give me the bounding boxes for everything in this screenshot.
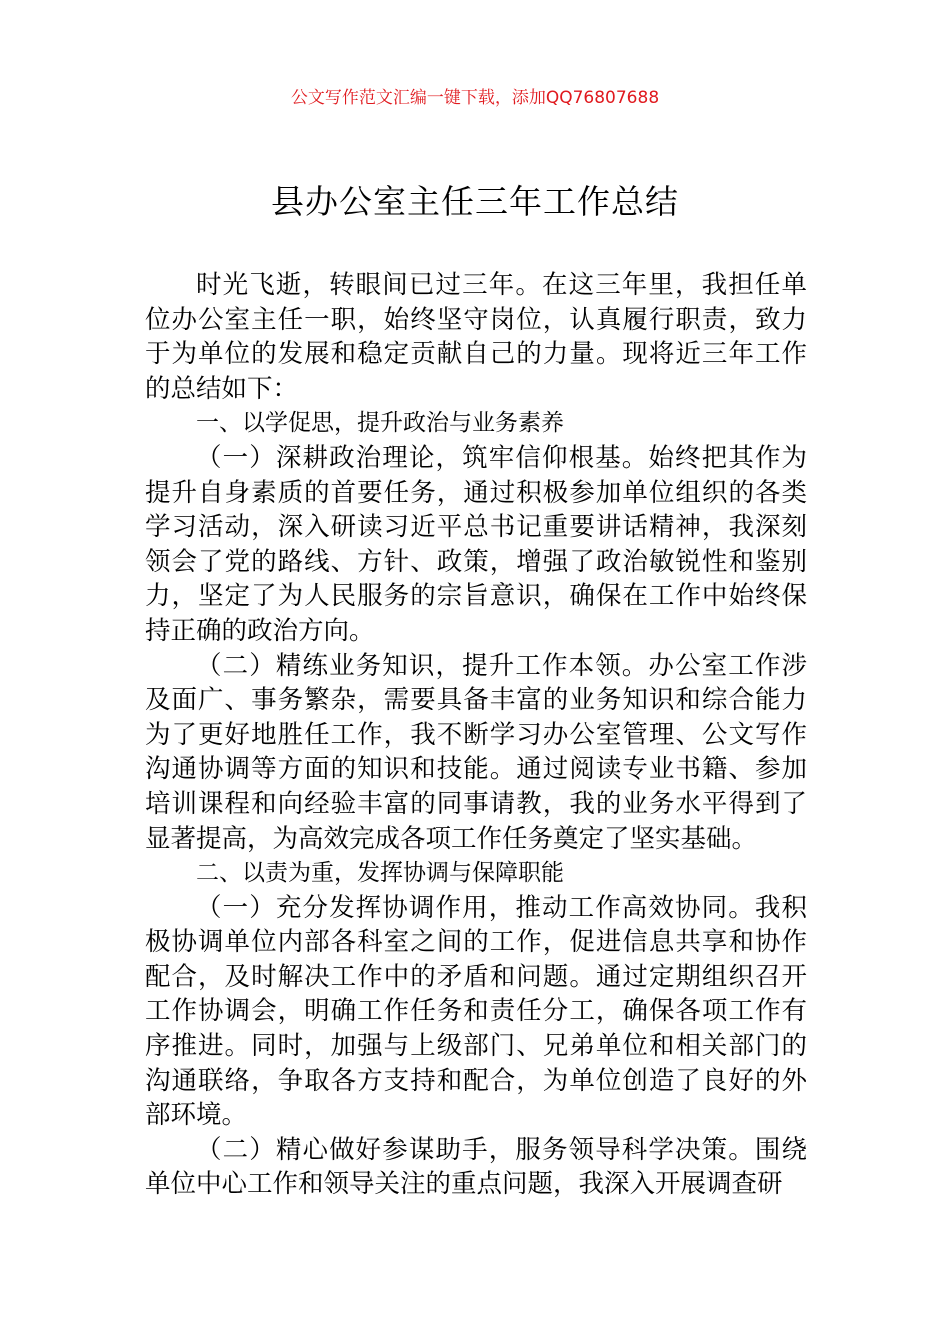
section-2-item-1: （一）充分发挥协调作用，推动工作高效协同。我积极协调单位内部各科室之间的工作，促进信息共享和协作配合，及时解决工作中的矛盾和问题。通过定期组织召开工作协调会，明确工作任务和责任分工，确保各项工作有序推进。同时，加强与上级部门、兄弟单位和相关部门的沟通联络，争取各方支持和配合，为单位创造了良好的外部环境。 xyxy=(145,892,807,1131)
section-1-item-1: （一）深耕政治理论，筑牢信仰根基。始终把其作为提升自身素质的首要任务，通过积极参加单位组织的各类学习活动，深入研读习近平总书记重要讲话精神，我深刻领会了党的路线、方针、政策，增强了政治敏锐性和鉴别力，坚定了为人民服务的宗旨意识，确保在工作中始终保持正确的政治方向。 xyxy=(145,442,807,646)
section-heading-2: 二、以责为重，发挥协调与保障职能 xyxy=(196,860,564,887)
document-body xyxy=(145,268,807,1202)
download-banner: 公文写作范文汇编一键下载，添加QQ76807688 xyxy=(290,88,660,108)
section-heading-1: 一、以学促思，提升政治与业务素养 xyxy=(196,410,564,437)
document-title: 县办公室主任三年工作总结 xyxy=(271,182,679,221)
section-2-item-2: （二）精心做好参谋助手，服务领导科学决策。围绕单位中心工作和领导关注的重点问题，我深入开展调查研 xyxy=(145,1134,807,1200)
intro-paragraph: 时光飞逝，转眼间已过三年。在这三年里，我担任单位办公室主任一职，始终坚守岗位，认真履行职责，致力于为单位的发展和稳定贡献自己的力量。现将近三年工作的总结如下： xyxy=(145,270,807,404)
section-1-item-2: （二）精练业务知识，提升工作本领。办公室工作涉及面广、事务繁杂，需要具备丰富的业务知识和综合能力为了更好地胜任工作，我不断学习办公室管理、公文写作沟通协调等方面的知识和技能。通过阅读专业书籍、参加培训课程和向经验丰富的同事请教，我的业务水平得到了显著提高，为高效完成各项工作任务奠定了坚实基础。 xyxy=(145,650,807,854)
